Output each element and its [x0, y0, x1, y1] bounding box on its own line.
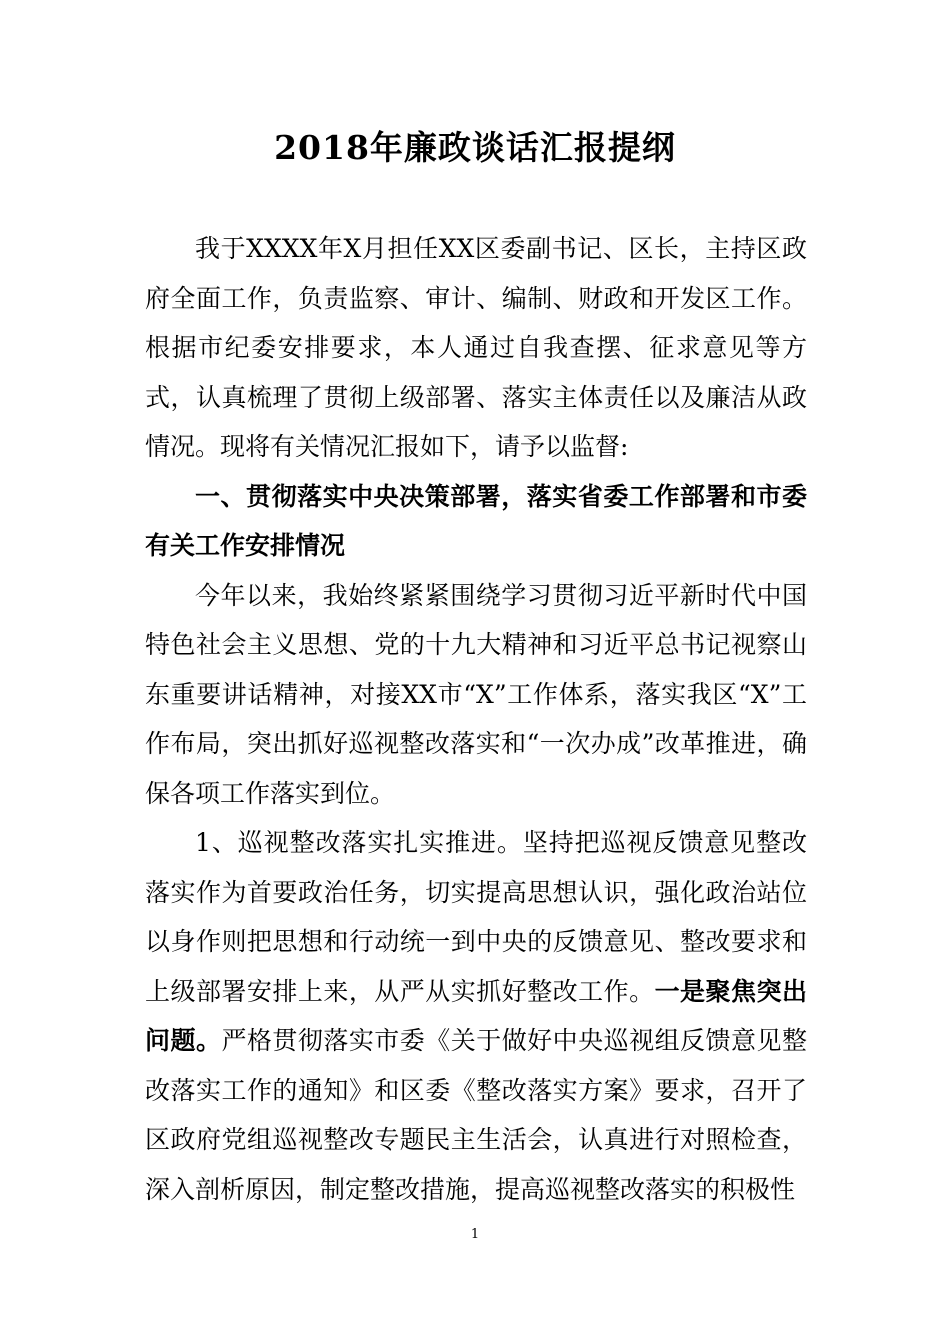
page-number: 1 — [470, 1227, 480, 1242]
paragraph-intro: 我于XXXX年X月担任XX区委副书记、区长，主持区政府全面工作，负责监察、审计、编制、财政和开发区工作。根据市纪委安排要求，本人通过自我查摆、征求意见等方式，认真梳理了贯彻上级部署、落实主体责任以及廉洁从政情况。现将有关情况汇报如下，请予以监督: — [145, 234, 807, 461]
paragraph-item-1-text-b: 严格贯彻落实市委《关于做好中央巡视组反馈意见整改落实工作的通知》和区委《整改落实方案》要求，召开了区政府党组巡视整改专题民主生活会，认真进行对照检查，深入剖析原因，制定整改措施，提高巡视整改落实的积极性 — [145, 1026, 807, 1204]
paragraph-item-1-text-a: 1、巡视整改落实扎实推进。坚持把巡视反馈意见整改落实作为首要政治任务，切实提高思想认识，强化政治站位以身作则把思想和行动统一到中央的反馈意见、整改要求和上级部署安排上来，从严从实抓好整改工作。 — [145, 828, 807, 1006]
paragraph-section-1: 今年以来，我始终紧紧围绕学习贯彻习近平新时代中国特色社会主义思想、党的十九大精神和习近平总书记视察山东重要讲话精神，对接XX市“X”工作体系，落实我区“X”工作布局，突出抓好巡视整改落实和“一次办成”改革推进，确保各项工作落实到位。 — [145, 580, 807, 808]
document-body — [145, 224, 807, 1214]
paragraph-item-1-emphasis: 一是聚焦突出问题。 — [145, 976, 807, 1055]
document-title: 2018年廉政谈话汇报提纲 — [274, 128, 676, 167]
section-heading-1: 一、贯彻落实中央决策部署，落实省委工作部署和市委有关工作安排情况 — [145, 481, 807, 560]
paragraph-item-1 — [145, 818, 807, 1214]
